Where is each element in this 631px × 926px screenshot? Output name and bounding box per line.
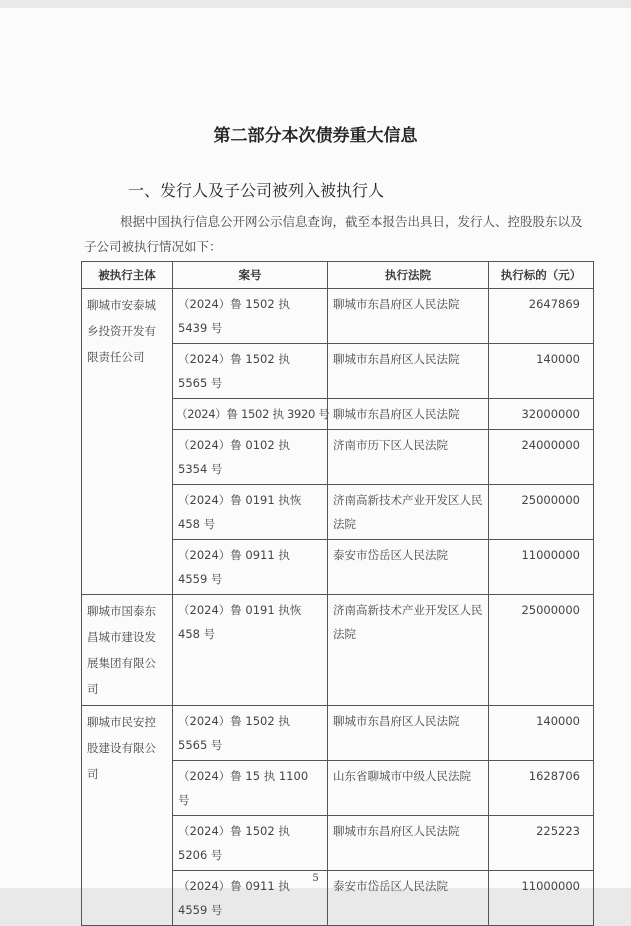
amount-cell: 1628706 (489, 761, 594, 816)
page-title: 第二部分本次债券重大信息 (213, 126, 418, 146)
case-cell: （2024）鲁 1502 执 5565 号 (173, 706, 328, 761)
court-cell: 山东省聊城市中级人民法院 (328, 761, 489, 816)
amount-cell: 25000000 (489, 595, 594, 706)
case-cell: （2024）鲁 1502 执 5439 号 (173, 289, 328, 344)
court-cell: 泰安市岱岳区人民法院 (328, 540, 489, 595)
amount-cell: 24000000 (489, 430, 594, 485)
case-cell: （2024）鲁 0911 执 4559 号 (173, 540, 328, 595)
court-cell: 聊城市东昌府区人民法院 (328, 344, 489, 399)
intro-paragraph: 根据中国执行信息公开网公示信息查询，截至本报告出具日，发行人、控股股东以及子公司被执行情况如下： (84, 214, 583, 254)
case-cell: （2024）鲁 15 执 1100 号 (173, 761, 328, 816)
court-cell: 济南市历下区人民法院 (328, 430, 489, 485)
enforcement-table (81, 261, 594, 926)
document-page (0, 8, 631, 917)
entity-cell: 聊城市国泰东昌城市建设发展集团有限公司 (82, 595, 173, 706)
amount-cell: 25000000 (489, 485, 594, 540)
court-cell: 济南高新技术产业开发区人民法院 (328, 595, 489, 706)
page-number: 5 (312, 873, 319, 884)
header-court: 执行法院 (328, 262, 489, 289)
court-cell: 聊城市东昌府区人民法院 (328, 399, 489, 430)
case-cell: （2024）鲁 1502 执 5565 号 (173, 344, 328, 399)
amount-cell: 2647869 (489, 289, 594, 344)
header-amount: 执行标的（元） (489, 262, 594, 289)
amount-cell: 140000 (489, 706, 594, 761)
amount-cell: 225223 (489, 816, 594, 871)
case-cell: （2024）鲁 0191 执恢 458 号 (173, 595, 328, 706)
case-cell: （2024）鲁 0102 执 5354 号 (173, 430, 328, 485)
court-cell: 聊城市东昌府区人民法院 (328, 289, 489, 344)
amount-cell: 32000000 (489, 399, 594, 430)
case-cell: （2024）鲁 1502 执 5206 号 (173, 816, 328, 871)
entity-cell: 聊城市安泰城乡投资开发有限责任公司 (82, 289, 173, 595)
entity-cell: 聊城市民安控股建设有限公司 (82, 706, 173, 926)
amount-cell: 11000000 (489, 540, 594, 595)
table-header-row (82, 262, 594, 289)
case-cell: （2024）鲁 0191 执恢 458 号 (173, 485, 328, 540)
section-heading: 一、发行人及子公司被列入被执行人 (128, 181, 385, 200)
header-entity: 被执行主体 (82, 262, 173, 289)
court-cell: 泰安市岱岳区人民法院 (328, 871, 489, 926)
table-row (82, 706, 594, 761)
amount-cell: 140000 (489, 344, 594, 399)
amount-cell: 11000000 (489, 871, 594, 926)
court-cell: 济南高新技术产业开发区人民法院 (328, 485, 489, 540)
case-cell: （2024）鲁 0911 执 4559 号 (173, 871, 328, 926)
court-cell: 聊城市东昌府区人民法院 (328, 816, 489, 871)
court-cell: 聊城市东昌府区人民法院 (328, 706, 489, 761)
table-row (82, 595, 594, 706)
table-row (82, 289, 594, 344)
case-cell: （2024）鲁 1502 执 3920 号 (173, 399, 328, 430)
header-case: 案号 (173, 262, 328, 289)
